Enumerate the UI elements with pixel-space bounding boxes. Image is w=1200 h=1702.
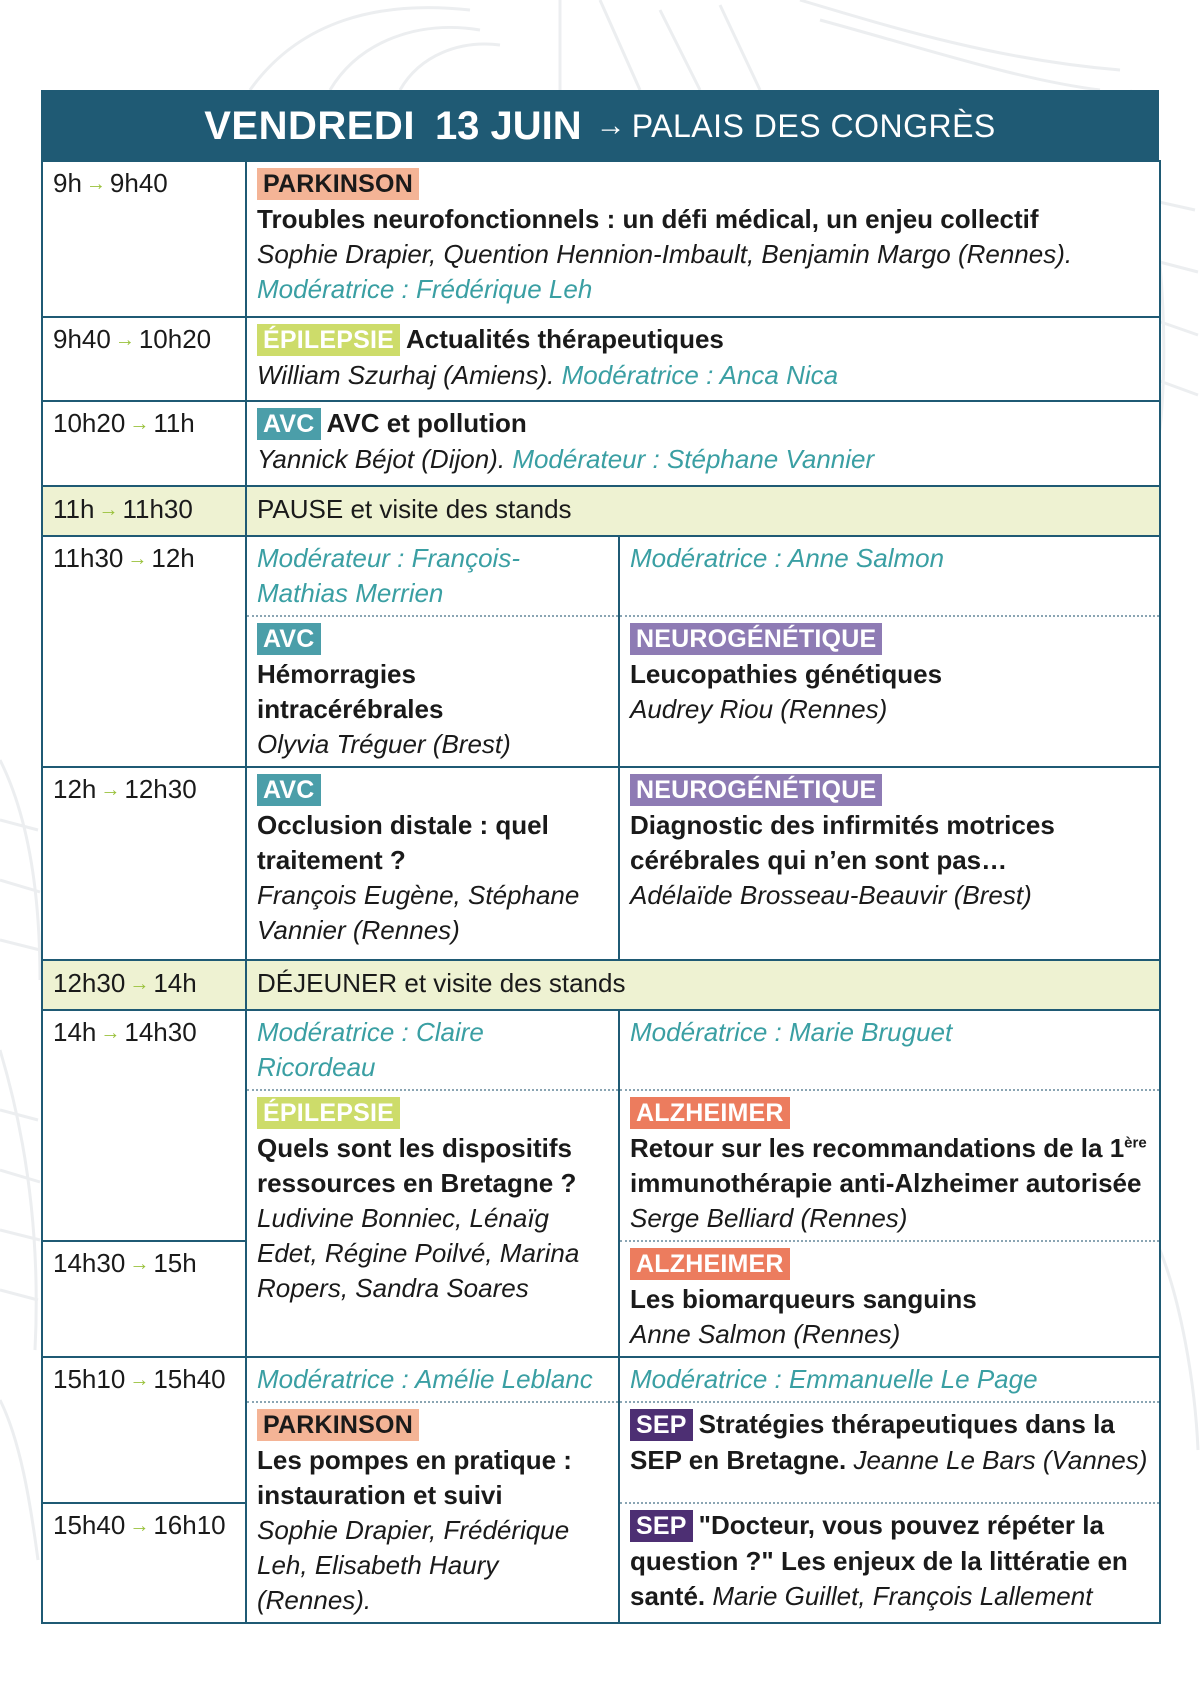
time-end: 14h	[153, 968, 197, 998]
arrow-right-icon: →	[129, 413, 150, 435]
schedule-table	[41, 160, 1161, 1624]
arrow-right-icon: →	[127, 548, 148, 570]
time-start: 14h30	[53, 1248, 126, 1278]
time-start: 12h30	[53, 968, 126, 998]
time-slot	[42, 401, 246, 486]
time-slot	[42, 317, 246, 401]
session-speakers: Sophie Drapier, Quention Hennion-Imbault, Benjamin Margo (Rennes).	[257, 239, 1073, 269]
time-end: 12h30	[124, 774, 197, 804]
category-tag: ALZHEIMER	[630, 1248, 790, 1280]
arrow-right-icon: →	[129, 1369, 150, 1391]
session-cell	[619, 1503, 1160, 1623]
session-speakers: François Eugène, Stéphane Vannier (Rennes)	[257, 880, 580, 945]
table-row	[42, 1010, 1160, 1090]
time-slot	[42, 161, 246, 317]
session-title: Les biomarqueurs sanguins	[630, 1284, 977, 1314]
category-tag: NEUROGÉNÉTIQUE	[630, 774, 882, 806]
table-row	[42, 161, 1160, 317]
category-tag: NEUROGÉNÉTIQUE	[630, 623, 882, 655]
session-cell	[246, 401, 1160, 486]
session-moderator: Modératrice : Amélie Leblanc	[257, 1364, 593, 1394]
time-start: 11h	[53, 494, 95, 524]
session-title	[630, 1133, 1147, 1198]
session-cell	[246, 317, 1160, 401]
session-title: Leucopathies génétiques	[630, 659, 943, 689]
session-title-part: immunothérapie anti-Alzheimer autorisée	[630, 1168, 1142, 1198]
session-title: Quels sont les dispositifs ressources en Bretagne ?	[257, 1133, 577, 1198]
session-title-part: Retour sur les recommandations de la 1	[630, 1133, 1125, 1163]
category-tag: PARKINSON	[257, 1409, 419, 1441]
moderator-cell	[619, 1010, 1160, 1090]
session-speakers: Serge Belliard (Rennes)	[630, 1203, 908, 1233]
arrow-right-icon: →	[129, 973, 150, 995]
program-sheet	[41, 90, 1159, 1624]
session-speakers: Yannick Béjot (Dijon).	[257, 444, 506, 474]
session-moderator: Modératrice : Frédérique Leh	[257, 274, 593, 304]
table-row	[42, 767, 1160, 960]
session-cell	[246, 616, 619, 767]
category-tag: ALZHEIMER	[630, 1097, 790, 1129]
header-day: VENDREDI	[204, 103, 415, 148]
time-end: 9h40	[109, 168, 168, 198]
session-speakers: Audrey Riou (Rennes)	[630, 694, 888, 724]
session-speakers: Olyvia Tréguer (Brest)	[257, 729, 511, 759]
time-start: 10h20	[53, 408, 126, 438]
session-moderator: Modératrice : Emmanuelle Le Page	[630, 1364, 1038, 1394]
session-cell	[619, 1090, 1160, 1241]
session-speakers: Sophie Drapier, Frédérique Leh, Elisabeth Haury (Rennes).	[257, 1515, 570, 1615]
arrow-right-icon: →	[114, 329, 135, 351]
category-tag: AVC	[257, 774, 321, 806]
session-speakers: Adélaïde Brosseau-Beauvir (Brest)	[630, 880, 1032, 910]
session-speakers: Ludivine Bonniec, Lénaïg Edet, Régine Poilvé, Marina Ropers, Sandra Soares	[257, 1203, 580, 1303]
moderator-cell	[246, 1357, 619, 1402]
break-row	[42, 960, 1160, 1010]
time-end: 12h	[151, 543, 195, 573]
break-row	[42, 486, 1160, 536]
break-label: PAUSE et visite des stands	[246, 486, 1160, 536]
time-slot	[42, 486, 246, 536]
arrow-right-icon: →	[100, 1022, 121, 1044]
session-cell	[619, 1402, 1160, 1503]
session-cell	[619, 616, 1160, 767]
time-slot	[42, 536, 246, 767]
time-slot	[42, 1010, 246, 1241]
arrow-right-icon: →	[129, 1253, 150, 1275]
time-slot	[42, 767, 246, 960]
session-speakers: Jeanne Le Bars (Vannes)	[853, 1445, 1148, 1475]
session-title: Stratégies thérapeutiques dans la SEP en Bretagne.	[630, 1409, 1115, 1475]
moderator-cell	[619, 1357, 1160, 1402]
header-date: 13 JUIN	[434, 103, 582, 148]
session-cell	[246, 161, 1160, 317]
time-start: 15h10	[53, 1364, 126, 1394]
session-speakers: William Szurhaj (Amiens).	[257, 360, 555, 390]
category-tag: PARKINSON	[257, 168, 419, 200]
time-end: 11h	[153, 408, 195, 438]
session-title: AVC et pollution	[326, 408, 527, 438]
session-title: Actualités thérapeutiques	[406, 324, 724, 354]
time-end: 15h40	[153, 1364, 226, 1394]
time-start: 9h	[53, 168, 82, 198]
time-start: 11h30	[53, 543, 124, 573]
category-tag: ÉPILEPSIE	[257, 324, 400, 356]
time-end: 16h10	[153, 1510, 226, 1540]
session-moderator: Modérateur : François-Mathias Merrien	[257, 543, 520, 608]
arrow-right-icon: →	[129, 1515, 150, 1537]
category-tag: ÉPILEPSIE	[257, 1097, 400, 1129]
time-start: 15h40	[53, 1510, 126, 1540]
time-end: 10h20	[138, 324, 212, 354]
time-end: 15h	[153, 1248, 197, 1278]
arrow-right-icon: →	[595, 109, 626, 142]
moderator-cell	[619, 536, 1160, 616]
session-title: Occlusion distale : quel traitement ?	[257, 810, 549, 875]
table-row	[42, 401, 1160, 486]
table-row	[42, 1357, 1160, 1402]
session-moderator: Modératrice : Marie Bruguet	[630, 1017, 953, 1047]
session-title: Diagnostic des infirmités motrices cérébrales qui n’en sont pas…	[630, 810, 1055, 875]
session-speakers: Anne Salmon (Rennes)	[630, 1319, 901, 1349]
session-cell	[619, 1241, 1160, 1357]
session-cell	[246, 1090, 619, 1357]
session-cell	[246, 767, 619, 960]
category-tag: AVC	[257, 623, 321, 655]
session-title: "Docteur, vous pouvez répéter la question ?" Les enjeux de la littératie en santé.	[630, 1510, 1128, 1611]
session-moderator: Modérateur : Stéphane Vannier	[512, 444, 875, 474]
session-title: Troubles neurofonctionnels : un défi médical, un enjeu collectif	[257, 204, 1039, 234]
session-cell	[246, 1402, 619, 1623]
time-end: 14h30	[124, 1017, 197, 1047]
arrow-right-icon: →	[98, 499, 119, 521]
time-slot	[42, 1357, 246, 1503]
day-header	[41, 90, 1159, 160]
time-start: 9h40	[53, 324, 111, 354]
session-moderator: Modératrice : Anca Nica	[561, 360, 839, 390]
arrow-right-icon: →	[85, 173, 106, 195]
time-slot	[42, 1241, 246, 1357]
category-tag: SEP	[630, 1510, 693, 1542]
category-tag: AVC	[257, 408, 321, 440]
header-venue: PALAIS DES CONGRÈS	[631, 107, 996, 144]
time-start: 12h	[53, 774, 97, 804]
session-moderator: Modératrice : Claire Ricordeau	[257, 1017, 484, 1082]
session-title: Les pompes en pratique : instauration et suivi	[257, 1445, 572, 1510]
moderator-cell	[246, 1010, 619, 1090]
session-title: Hémorragies intracérébrales	[257, 659, 444, 724]
arrow-right-icon: →	[100, 779, 121, 801]
session-speakers: Marie Guillet, François Lallement	[712, 1581, 1093, 1611]
time-slot	[42, 1503, 246, 1623]
table-row	[42, 317, 1160, 401]
time-slot	[42, 960, 246, 1010]
session-title-sup: ère	[1124, 1134, 1147, 1152]
moderator-cell	[246, 536, 619, 616]
session-cell	[619, 767, 1160, 960]
break-label: DÉJEUNER et visite des stands	[246, 960, 1160, 1010]
time-end: 11h30	[122, 494, 193, 524]
category-tag: SEP	[630, 1409, 693, 1441]
time-start: 14h	[53, 1017, 97, 1047]
session-moderator: Modératrice : Anne Salmon	[630, 543, 945, 573]
table-row	[42, 536, 1160, 616]
